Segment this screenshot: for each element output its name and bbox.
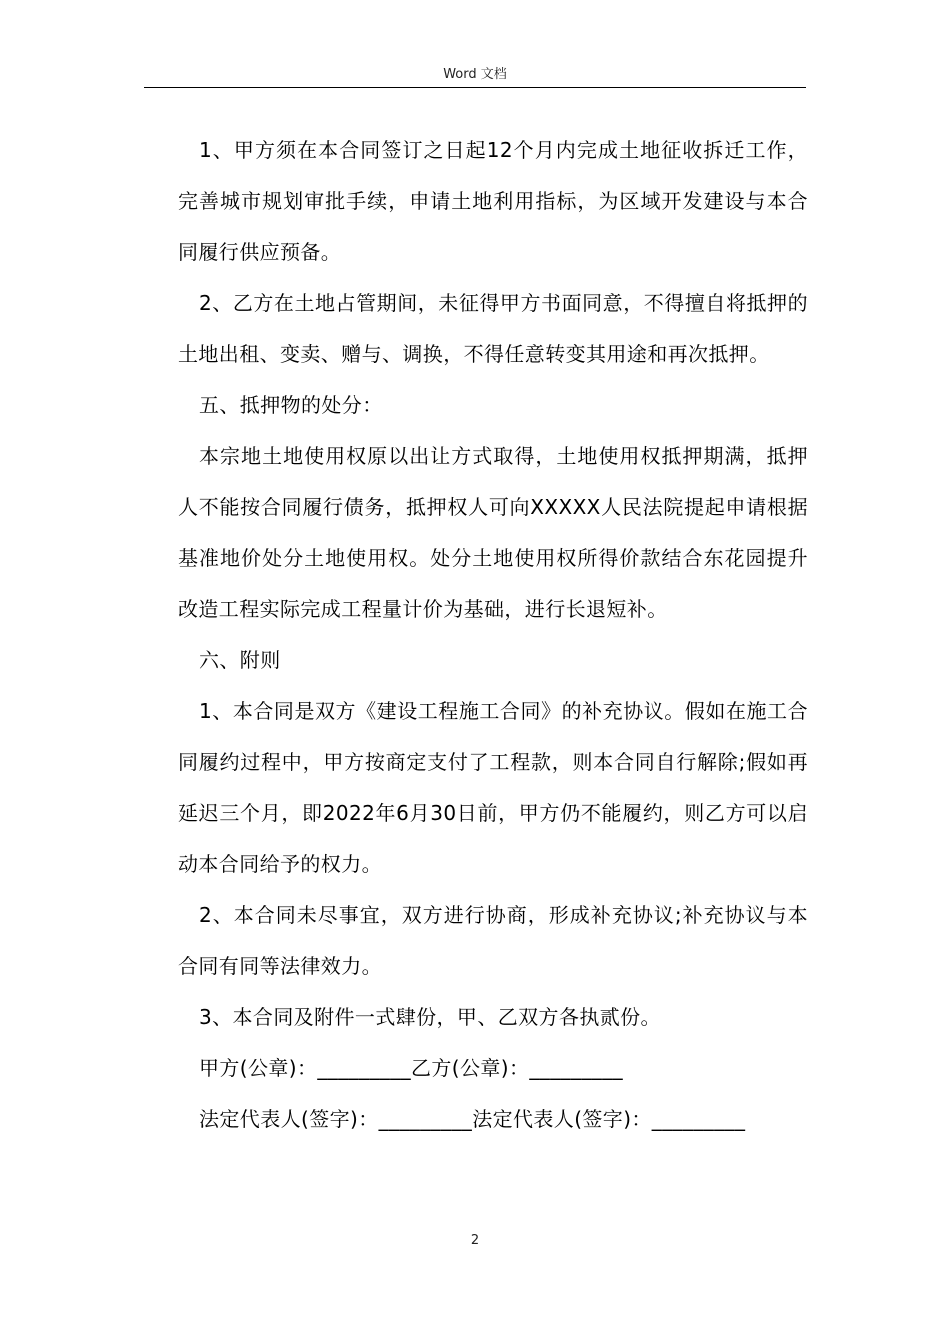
clause-unresolved-matters: 2、本合同未尽事宜，双方进行协商，形成补充协议;补充协议与本合同有同等法律效力。 <box>178 903 808 978</box>
clause-party-a-obligation: 1、甲方须在本合同签订之日起12个月内完成土地征收拆迁工作，完善城市规划审批手续，申请土地利用指标，为区域开发建设与本合同履行供应预备。 <box>178 138 808 264</box>
clause-party-b-obligation: 2、乙方在土地占管期间，未征得甲方书面同意，不得擅自将抵押的土地出租、变卖、赠与、调换，不得任意转变其用途和再次抵押。 <box>178 291 808 366</box>
document-body <box>178 125 808 1145</box>
signature-representative-line: 法定代表人(签字)：_________法定代表人(签字)：_________ <box>199 1107 746 1131</box>
clause-collateral-disposal: 本宗地土地使用权原以出让方式取得，土地使用权抵押期满，抵押人不能按合同履行债务，抵押权人可向XXXXX人民法院提起申请根据基准地价处分土地使用权。处分土地使用权所得价款结合东花园提升改造工程实际完成工程量计价为基础，进行长退短补。 <box>178 444 808 621</box>
clause-supplementary-agreement: 1、本合同是双方《建设工程施工合同》的补充协议。假如在施工合同履约过程中，甲方按商定支付了工程款，则本合同自行解除;假如再延迟三个月，即2022年6月30日前，甲方仍不能履约，则乙方可以启动本合同给予的权力。 <box>178 699 808 876</box>
clause-copies: 3、本合同及附件一式肆份，甲、乙双方各执贰份。 <box>199 1005 661 1029</box>
signature-seal-line: 甲方(公章)：_________乙方(公章)：_________ <box>199 1056 624 1080</box>
section-heading-collateral-disposal: 五、抵押物的处分： <box>199 393 383 417</box>
document-header-title: Word 文档 <box>443 67 507 82</box>
header-divider <box>144 87 806 88</box>
page-number: 2 <box>470 1233 480 1248</box>
section-heading-supplementary-provisions: 六、附则 <box>199 648 281 672</box>
